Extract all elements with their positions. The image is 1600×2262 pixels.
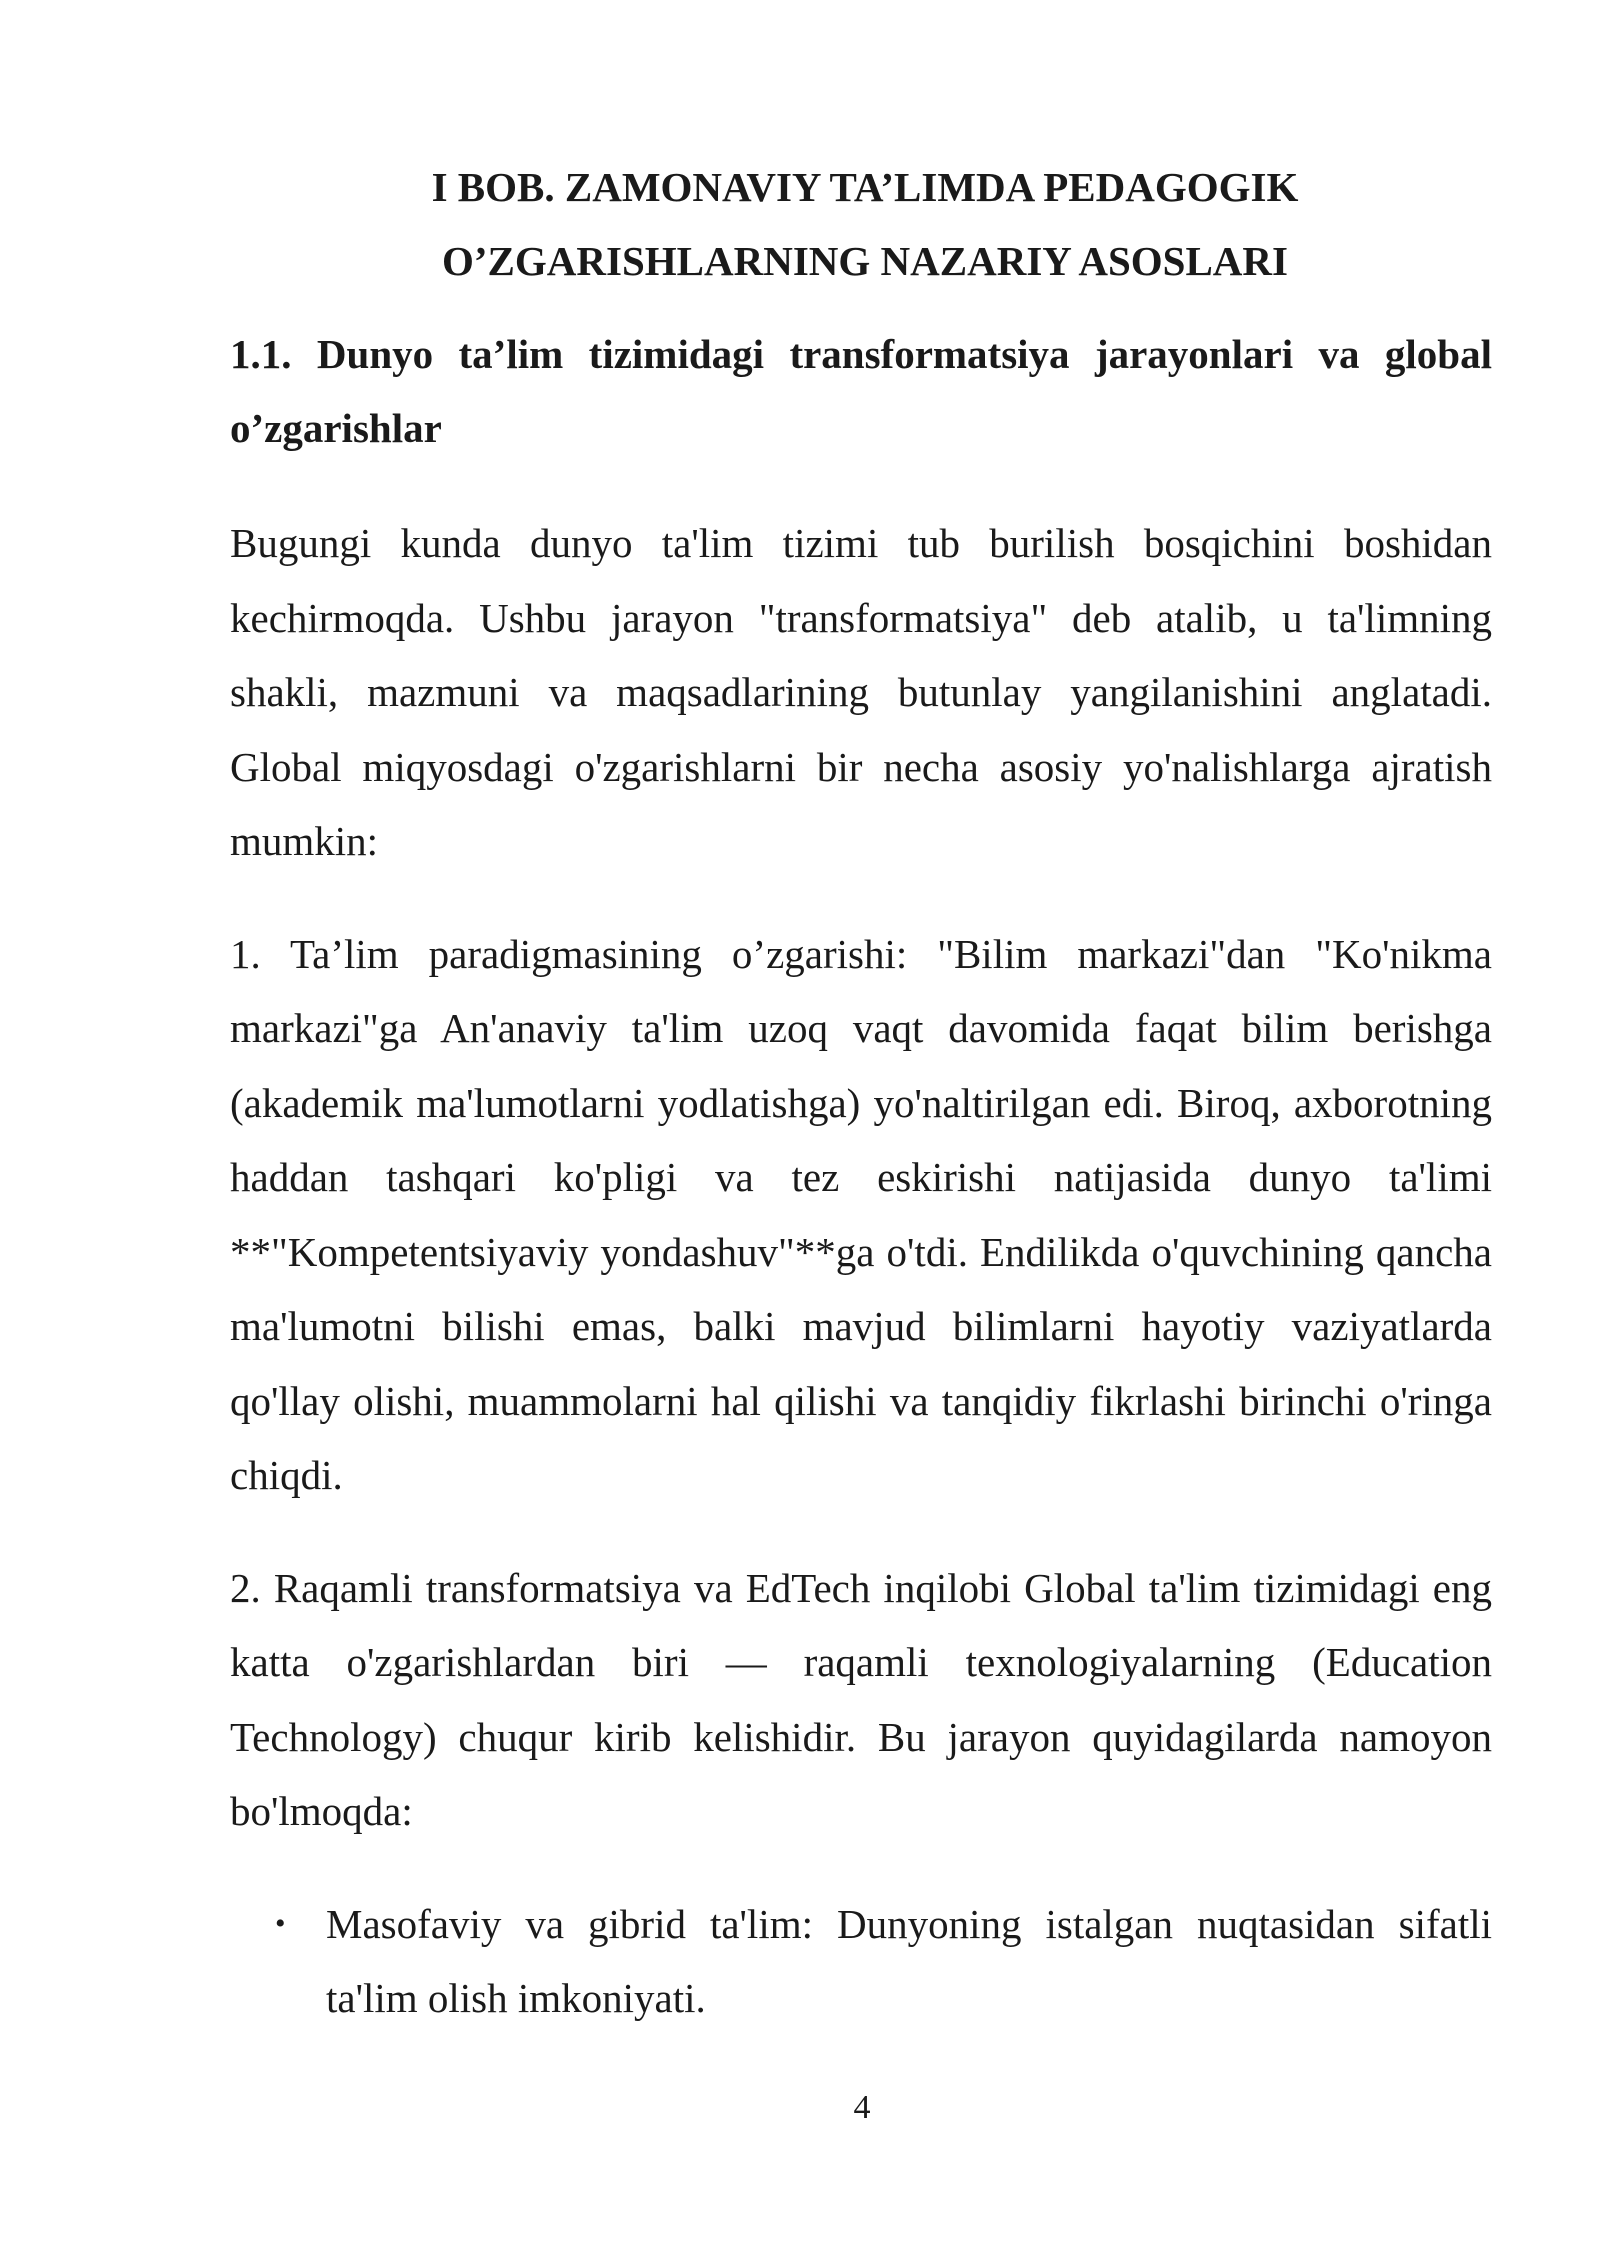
digital-transformation-paragraph: 2. Raqamli transformatsiya va EdTech inqilobi Global ta'lim tizimidagi eng katta o'zgarishlardan biri — raqamli texnologiyalarning (Education Technology) chuqur kirib kelishidir. Bu jarayon quyidagilarda namoyon bo'lmoqda: <box>230 1564 1492 1834</box>
bullet-list <box>230 1887 1492 2036</box>
chapter-title-line-1: I BOB. ZAMONAVIY TA’LIMDA PEDAGOGIK <box>431 164 1299 210</box>
intro-paragraph: Bugungi kunda dunyo ta'lim tizimi tub burilish bosqichini boshidan kechirmoqda. Ushbu jarayon "transformatsiya" deb atalib, u ta'limning shakli, mazmuni va maqsadlarining butunlay yangilanishini anglatadi. Global miqyosdagi o'zgarishlarni bir necha asosiy yo'nalishlarga ajratish mumkin: <box>230 520 1492 864</box>
page-number: 4 <box>853 2089 871 2126</box>
chapter-title <box>230 150 1492 298</box>
chapter-title-line-2: O’ZGARISHLARNING NAZARIY ASOSLARI <box>442 238 1288 284</box>
paradigm-shift-paragraph: 1. Ta’lim paradigmasining o’zgarishi: "Bilim markazi"dan "Ko'nikma markazi"ga An'anaviy ta'lim uzoq vaqt davomida faqat bilim berishga (akademik ma'lumotlarni yodlatishga) yo'naltirilgan edi. Biroq, axborotning haddan tashqari ko'pligi va tez eskirishi natijasida dunyo ta'limi **"Kompetentsiyaviy yondashuv"**ga o'tdi. Endilikda o'quvchining qancha ma'lumotni bilishi emas, balki mavjud bilimlarni hayotiy vaziyatlarda qo'llay olishi, muammolarni hal qilishi va tanqidiy fikrlashi birinchi o'ringa chiqdi. <box>230 930 1492 1498</box>
bullet-icon: • <box>275 1906 286 1940</box>
list-item-text: Masofaviy va gibrid ta'lim: Dunyoning istalgan nuqtasidan sifatli ta'lim olish imkoniyati. <box>326 1900 1492 2021</box>
list-item <box>230 1887 1492 2036</box>
document-page <box>230 150 1492 2036</box>
section-title: 1.1. Dunyo ta’lim tizimidagi transformatsiya jarayonlari va global o’zgarishlar <box>230 331 1492 451</box>
